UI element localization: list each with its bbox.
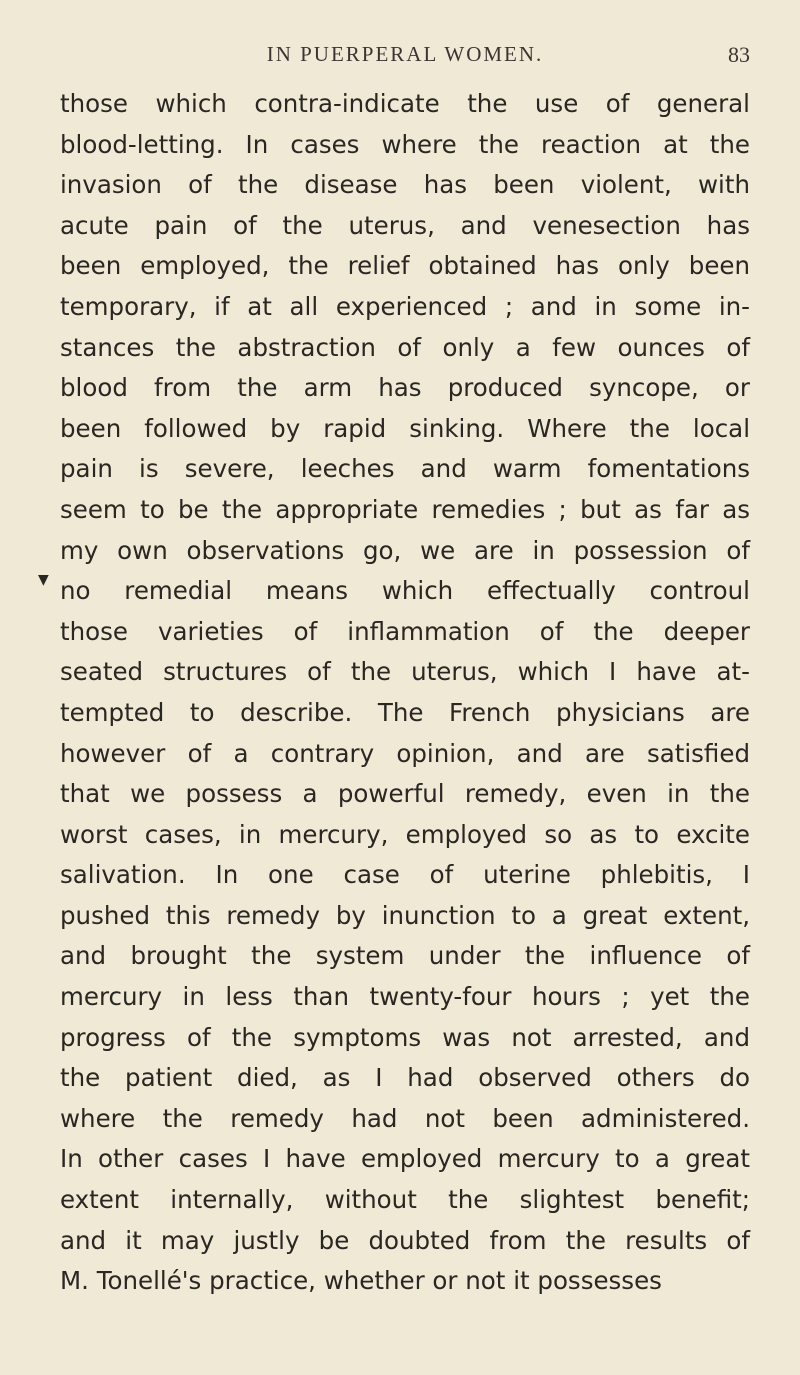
text-line: tempted to describe. The French physicians are	[60, 697, 750, 727]
text-line: however of a contrary opinion, and are satisfied	[60, 738, 750, 768]
text-line: mercury in less than twenty-four hours ; yet the	[60, 982, 750, 1012]
text-line: my own observations go, we are in possession of	[60, 535, 750, 565]
text-line: and brought the system under the influence of	[60, 941, 750, 971]
text-line: invasion of the disease has been violent, with	[60, 170, 750, 200]
page-number: 83	[728, 42, 750, 67]
text-line: M. Tonellé's practice, whether or not it possesses	[60, 1266, 662, 1296]
text-line: In other cases I have employed mercury to a great	[60, 1144, 750, 1174]
text-line: stances the abstraction of only a few ounces of	[60, 332, 750, 362]
text-line: seem to be the appropriate remedies ; but as far as	[60, 494, 750, 524]
text-line: worst cases, in mercury, employed so as to excite	[60, 819, 750, 849]
running-title: IN PUERPERAL WOMEN.	[266, 42, 544, 66]
text-line: no remedial means which effectually controul	[60, 576, 750, 606]
text-line: those varieties of inflammation of the deeper	[60, 616, 750, 646]
text-line: temporary, if at all experienced ; and in some in-	[60, 291, 750, 321]
text-line: where the remedy had not been administered.	[60, 1103, 750, 1133]
text-line: extent internally, without the slightest benefit;	[60, 1185, 750, 1215]
text-line: pushed this remedy by inunction to a great extent,	[60, 900, 750, 930]
text-line: and it may justly be doubted from the results of	[60, 1225, 750, 1255]
text-line: that we possess a powerful remedy, even in the	[60, 779, 750, 809]
text-line: been followed by rapid sinking. Where the local	[60, 413, 750, 443]
text-line: acute pain of the uterus, and venesection has	[60, 210, 750, 240]
text-line: blood from the arm has produced syncope, or	[60, 373, 750, 403]
text-line: the patient died, as I had observed others do	[60, 1063, 750, 1093]
body-text	[60, 84, 750, 1302]
text-line: those which contra-indicate the use of general	[60, 89, 750, 118]
text-line: pain is severe, leeches and warm fomentations	[60, 454, 750, 484]
text-line: seated structures of the uterus, which I have at-	[60, 657, 750, 687]
margin-ink-mark: ▼	[38, 572, 49, 588]
text-line: salivation. In one case of uterine phlebitis, I	[60, 860, 750, 890]
running-header	[60, 42, 750, 72]
text-line: blood-letting. In cases where the reaction at the	[60, 129, 750, 159]
text-line: progress of the symptoms was not arrested, and	[60, 1022, 750, 1052]
text-line: been employed, the relief obtained has only been	[60, 251, 750, 281]
